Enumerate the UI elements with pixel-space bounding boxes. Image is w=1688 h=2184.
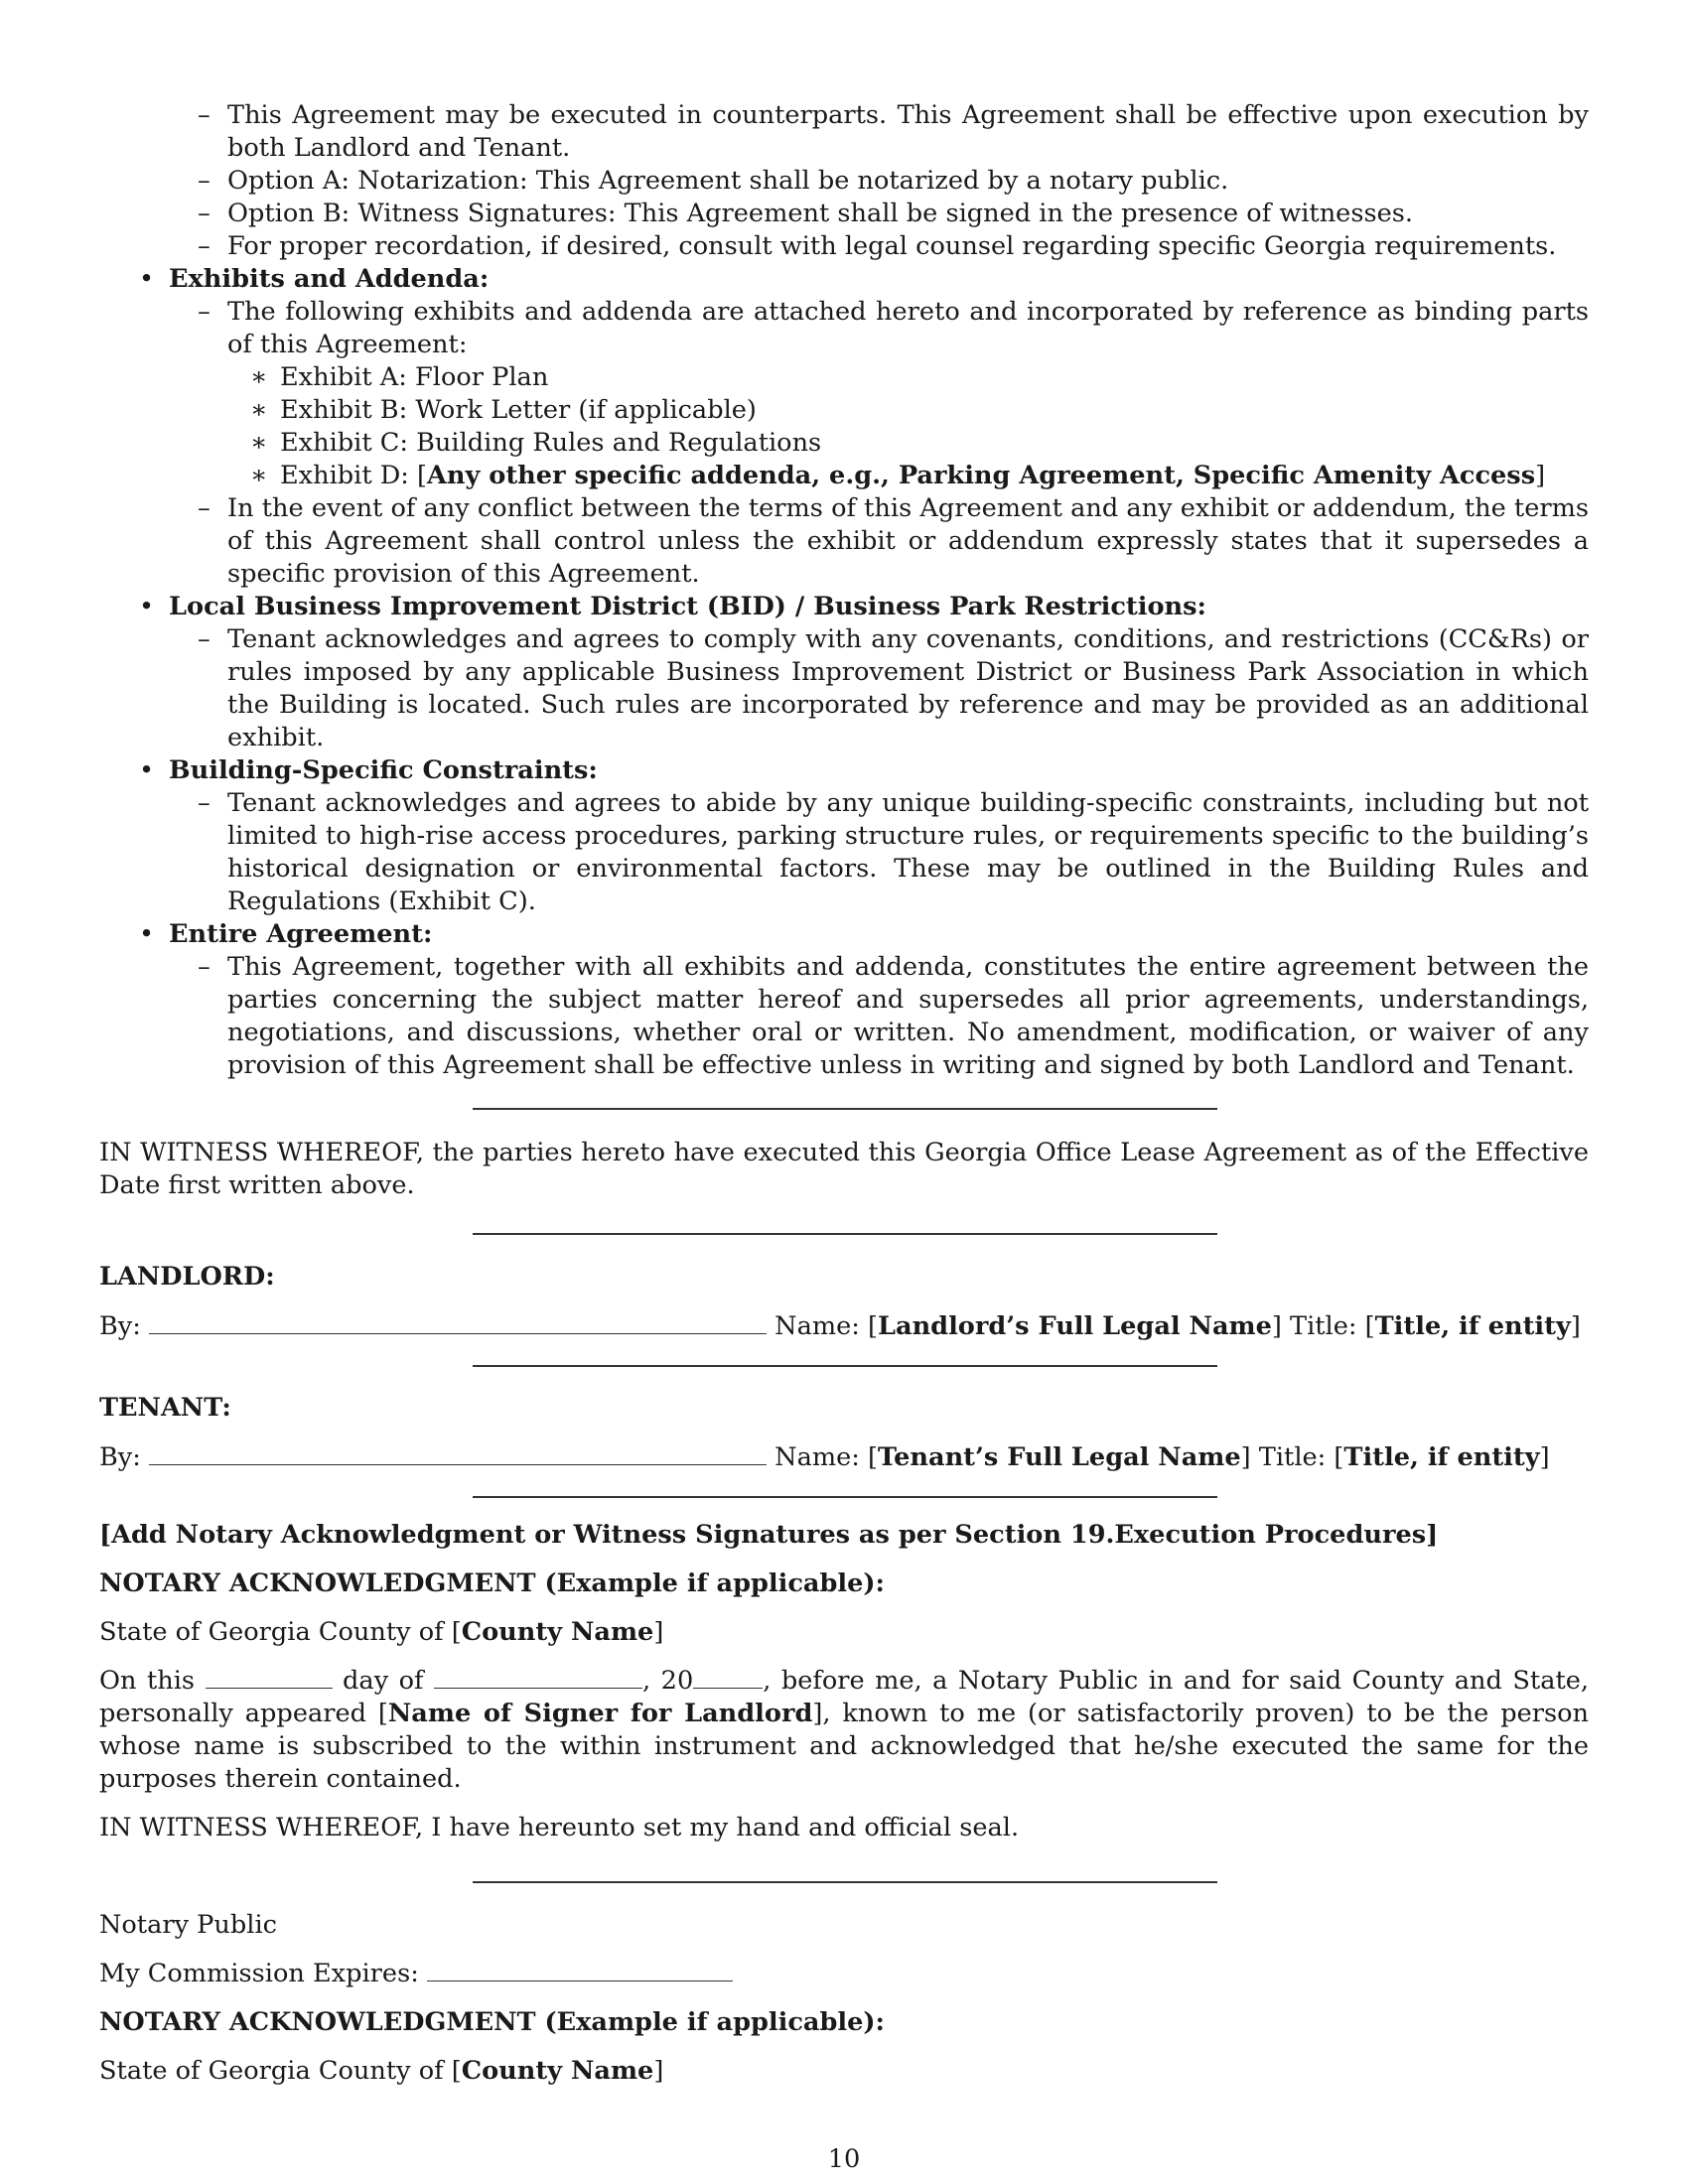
divider [473, 1881, 1217, 1883]
year-field[interactable] [693, 1666, 763, 1689]
commission-line [99, 1958, 1589, 1990]
section-building-heading: • Building-Specific Constraints: [139, 755, 598, 785]
divider [473, 1233, 1217, 1235]
section-exhibits-heading: • Exhibits and Addenda: [139, 264, 490, 294]
commission-field[interactable] [427, 1959, 733, 1981]
county-placeholder: County Name [461, 2056, 654, 2086]
list-item-text: Option A: Notarization: This Agreement shall be notarized by a notary public. [227, 166, 1229, 196]
landlord-title-placeholder: Title, if entity [1374, 1311, 1571, 1341]
list-item-text: Tenant acknowledges and agrees to abide by any unique building-specific constraints, including but not limited to high-rise access procedures, parking structure rules, or requirements specific to the building’s historical designation or environmental factors. These may be outlined in the Building Rules and Regulations (Exhibit C). [227, 788, 1589, 916]
notary-paragraph [99, 1665, 1589, 1796]
tenant-signature-line [99, 1441, 1589, 1474]
text: , before me, a Notary Public in and for said County and State, personally appeared [ [99, 1666, 1590, 1728]
list-item: – Tenant acknowledges and agrees to abide by any unique building-specific constraints, including but not limited to high-rise access procedures, parking structure rules, or requirements specific to the building’s historical designation or environmental factors. These may be outlined in the Building Rules and Regulations (Exhibit C). [198, 788, 1589, 916]
list-item: – In the event of any conflict between the terms of this Agreement and any exhibit or addendum, the terms of this Agreement shall control unless the exhibit or addendum expressly states that it supersedes a specific provision of this Agreement. [198, 493, 1589, 589]
exhibit-item: ∗ Exhibit B: Work Letter (if applicable) [250, 395, 757, 425]
landlord-name-placeholder: Landlord’s Full Legal Name [877, 1311, 1272, 1341]
exhibit-text: Exhibit A: Floor Plan [280, 362, 549, 392]
divider [473, 1496, 1217, 1498]
section-bid-heading: • Local Business Improvement District (BID) / Business Park Restrictions: [139, 592, 1206, 621]
list-item-text: For proper recordation, if desired, consult with legal counsel regarding specific Georgia requirements. [227, 231, 1557, 261]
county-placeholder: County Name [461, 1617, 654, 1647]
list-item: – For proper recordation, if desired, consult with legal counsel regarding specific Georgia requirements. [198, 231, 1557, 261]
signer-placeholder: Name of Signer for Landlord [387, 1699, 813, 1728]
state-county-line [99, 1616, 1589, 1649]
text: ], known to me (or satisfactorily proven) to be the person whose name is subscribed to the within instrument and acknowledged that he/she executed the same for the purposes therein contained. [99, 1699, 1589, 1794]
document-page [99, 99, 1589, 2088]
name-label: Name: [ [774, 1442, 878, 1472]
exhibit-placeholder: Any other specific addenda, e.g., Parking Agreement, Specific Amenity Access [427, 461, 1536, 490]
bracket: ] [1539, 1442, 1550, 1472]
name-label: Name: [ [774, 1311, 878, 1341]
heading-text: Entire Agreement: [169, 919, 433, 949]
bracket: ] [653, 1617, 664, 1647]
list-item: – This Agreement, together with all exhibits and addenda, constitutes the entire agreement between the parties concerning the subject matter hereof and supersedes all prior agreements, understandings, negotiations, and discussions, whether oral or written. No amendment, modification, or waiver of any provision of this Agreement shall be effective unless in writing and signed by both Landlord and Tenant. [198, 952, 1589, 1080]
landlord-signature-field[interactable] [149, 1311, 767, 1334]
exhibit-text: Exhibit C: Building Rules and Regulations [280, 428, 822, 458]
notary-note: [Add Notary Acknowledgment or Witness Signatures as per Section 19.Execution Procedures] [99, 1520, 1439, 1550]
text: On this [99, 1666, 196, 1696]
heading-text: Exhibits and Addenda: [169, 264, 490, 294]
notary-heading: NOTARY ACKNOWLEDGMENT (Example if applicable): [99, 1569, 885, 1598]
list-item-text: In the event of any conflict between the terms of this Agreement and any exhibit or addendum, the terms of this Agreement shall control unless the exhibit or addendum expressly states that it supersedes a specific provision of this Agreement. [227, 493, 1589, 589]
month-field[interactable] [434, 1666, 642, 1689]
tenant-title-placeholder: Title, if entity [1343, 1442, 1540, 1472]
title-label: ] Title: [ [1271, 1311, 1375, 1341]
list-item-text: Tenant acknowledges and agrees to comply with any covenants, conditions, and restrictions (CC&Rs) or rules imposed by any applicable Business Improvement District or Business Park Association in which the Building is located. Such rules are incorporated by reference and may be provided as an additional exhibit. [227, 624, 1589, 752]
exhibit-item: ∗ Exhibit D: [Any other specific addenda, e.g., Parking Agreement, Specific Amenity Access] [250, 461, 1546, 490]
list-item: – The following exhibits and addenda are attached hereto and incorporated by reference as binding parts of this Agreement: [198, 297, 1589, 359]
tenant-name-placeholder: Tenant’s Full Legal Name [877, 1442, 1241, 1472]
page-number: 10 [827, 2144, 861, 2174]
list-item: – Option B: Witness Signatures: This Agreement shall be signed in the presence of witnesses. [198, 199, 1414, 228]
list-item: – Option A: Notarization: This Agreement shall be notarized by a notary public. [198, 166, 1229, 196]
bracket: ] [1570, 1311, 1581, 1341]
seal-line: IN WITNESS WHEREOF, I have hereunto set my hand and official seal. [99, 1813, 1020, 1843]
list-item-text: This Agreement, together with all exhibits and addenda, constitutes the entire agreement between the parties concerning the subject matter hereof and supersedes all prior agreements, understandings, negotiations, and discussions, whether oral or written. No amendment, modification, or waiver of any provision of this Agreement shall be effective unless in writing and signed by both Landlord and Tenant. [227, 952, 1589, 1080]
by-label: By: [99, 1311, 141, 1341]
by-label: By: [99, 1442, 141, 1472]
divider [473, 1108, 1217, 1110]
title-label: ] Title: [ [1240, 1442, 1344, 1472]
notary-public-label: Notary Public [99, 1910, 277, 1940]
text: day of [343, 1666, 424, 1696]
tenant-heading: TENANT: [99, 1393, 231, 1423]
list-item: – Tenant acknowledges and agrees to comply with any covenants, conditions, and restrictions (CC&Rs) or rules imposed by any applicable Business Improvement District or Business Park Association in which the Building is located. Such rules are incorporated by reference and may be provided as an additional exhibit. [198, 624, 1589, 752]
bracket: ] [1535, 461, 1546, 490]
section-entire-heading: • Entire Agreement: [139, 919, 433, 949]
heading-text: Building-Specific Constraints: [169, 755, 598, 785]
heading-text: Local Business Improvement District (BID) / Business Park Restrictions: [169, 592, 1206, 621]
divider [473, 1365, 1217, 1367]
commission-label: My Commission Expires: [99, 1959, 419, 1988]
exhibit-text: Exhibit D: [ [280, 461, 428, 490]
witness-paragraph: IN WITNESS WHEREOF, the parties hereto have executed this Georgia Office Lease Agreement as of the Effective Date first written above. [99, 1138, 1589, 1200]
list-item-text: The following exhibits and addenda are attached hereto and incorporated by reference as binding parts of this Agreement: [227, 297, 1589, 359]
list-item: – This Agreement may be executed in counterparts. This Agreement shall be effective upon execution by both Landlord and Tenant. [198, 100, 1589, 163]
tenant-signature-field[interactable] [149, 1442, 767, 1465]
exhibit-text: Exhibit B: Work Letter (if applicable) [280, 395, 757, 425]
state-label: State of Georgia County of [ [99, 1617, 462, 1647]
notary-heading: NOTARY ACKNOWLEDGMENT (Example if applicable): [99, 2007, 885, 2037]
bracket: ] [653, 2056, 664, 2086]
day-field[interactable] [206, 1666, 333, 1689]
state-county-line [99, 2055, 1589, 2088]
state-label: State of Georgia County of [ [99, 2056, 462, 2086]
landlord-heading: LANDLORD: [99, 1262, 275, 1292]
exhibit-item: ∗ Exhibit A: Floor Plan [250, 362, 549, 392]
list-item-text: Option B: Witness Signatures: This Agreement shall be signed in the presence of witnesses. [227, 199, 1414, 228]
list-item-text: This Agreement may be executed in counterparts. This Agreement shall be effective upon execution by both Landlord and Tenant. [227, 100, 1589, 163]
landlord-signature-line [99, 1310, 1589, 1343]
text: , 20 [642, 1666, 694, 1696]
exhibit-item: ∗ Exhibit C: Building Rules and Regulations [250, 428, 822, 458]
